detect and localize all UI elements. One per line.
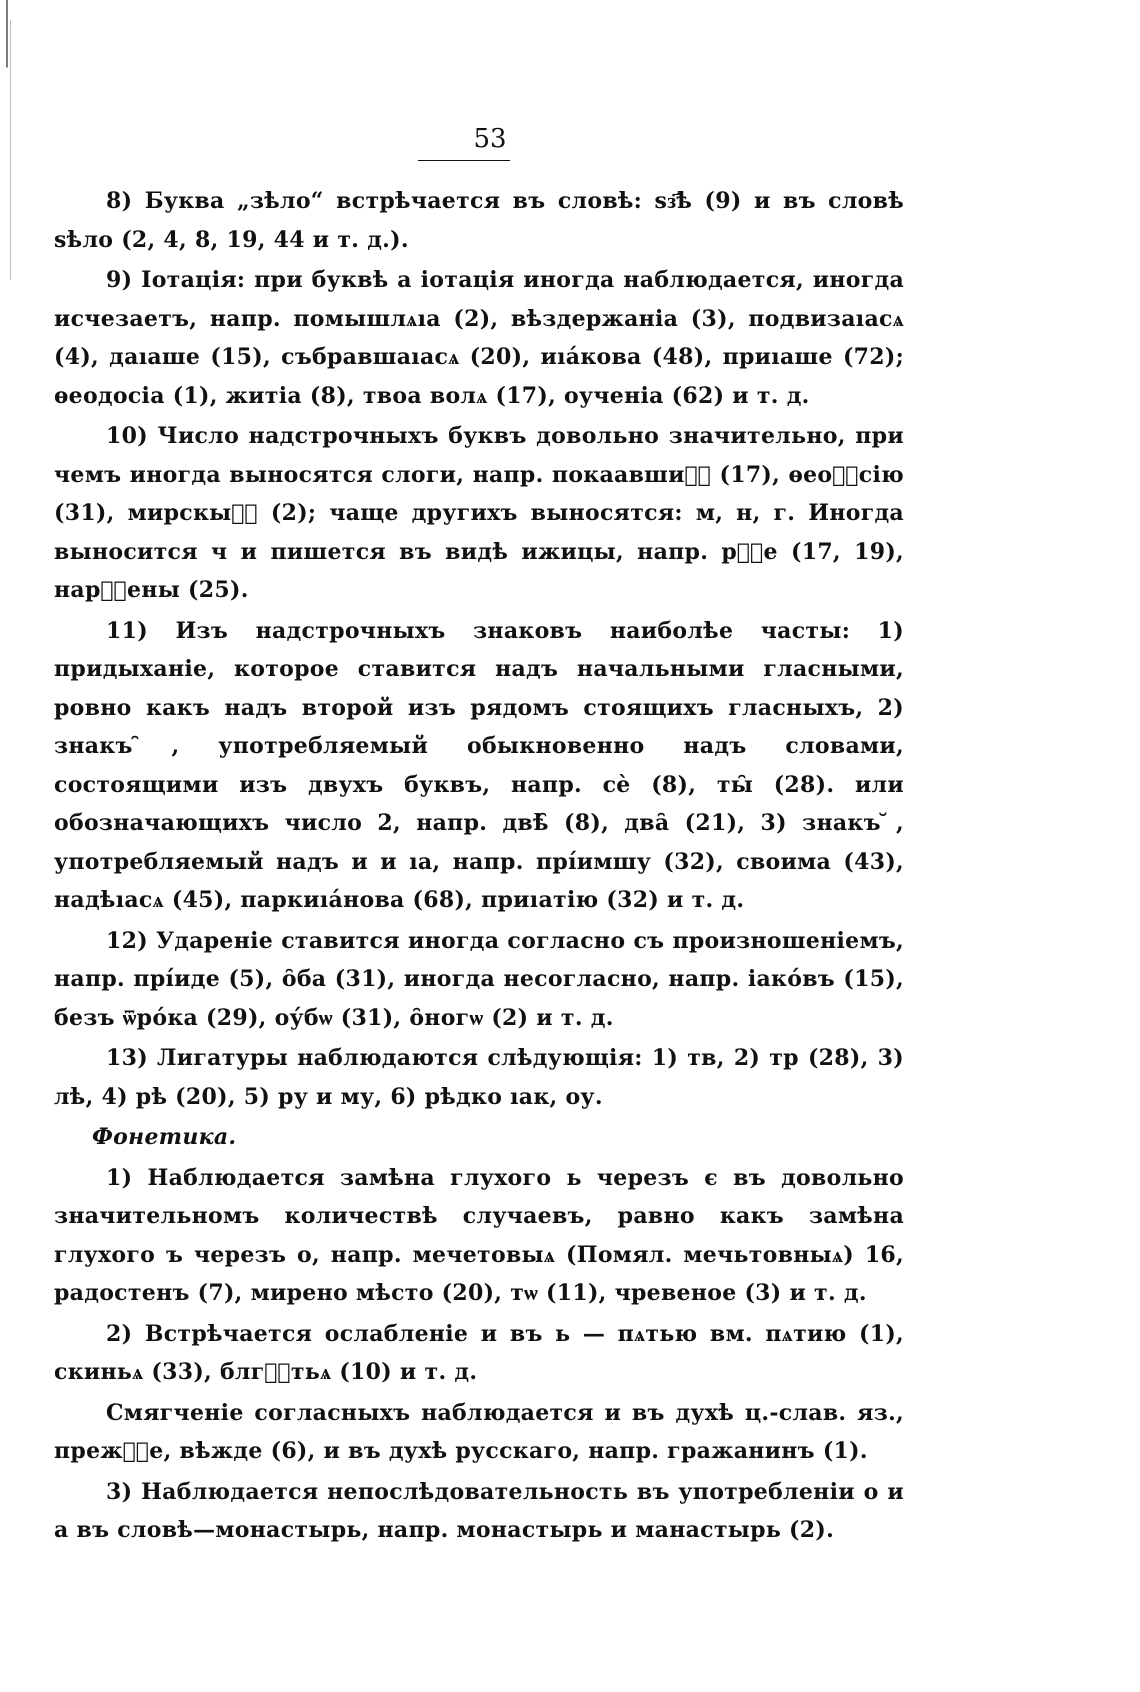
scan-edge-line	[6, 0, 8, 1692]
paragraph: 11) Изъ надстрочныхъ знаковъ наиболѣе часты: 1) придыханіе, которое ставится надъ начальными гласными, ровно какъ надъ второй изъ рядомъ стоящихъ гласныхъ, 2) знакъ ̑, употребляемый обыкновенно надъ словами, состоящими изъ двухъ буквъ, напр. сѐ (8), ты̑ (28). или обозначающихъ число 2, напр. двѣ̑ (8), два̑ (21), 3) знакъ ̆, употребляемый надъ и и ıа, напр. прі́имшу (32), своима (43), надѣıасѧ (45), паркиıа́нова (68), приıатію (32) и т. д.	[54, 617, 904, 913]
paragraph: 13) Лигатуры наблюдаются слѣдующія: 1) тв, 2) тр (28), 3) лѣ, 4) рѣ (20), 5) ру и му, 6) рѣдко ıак, оу.	[54, 1045, 904, 1110]
paragraph: Смягченіе согласныхъ наблюдается и въ духѣ ц.-слав. яз., прежⷣ҇е, вѣжде (6), и въ духѣ русскаго, напр. гражанинъ (1).	[54, 1399, 904, 1464]
page-number: 53	[473, 124, 507, 154]
paragraph: 2) Встрѣчается ослабленіе и въ ь — пѧтью вм. пѧтию (1), скиньѧ (33), блгⷭ҇тьѧ (10) и т. д.	[54, 1320, 904, 1385]
paragraph: 1) Наблюдается замѣна глухого ь черезъ є въ довольно значительномъ количествѣ случаевъ, равно какъ замѣна глухого ъ черезъ о, напр. мечетовыѧ (Помял. мечьтовныѧ) 16, радостенъ (7), мирено мѣсто (20), тѡ (11), чревеное (3) и т. д.	[54, 1164, 904, 1306]
paragraph: 12) Удареніе ставится иногда согласно съ произношеніемъ, напр. прі́иде (5), о̑ба (31), иногда несогласно, напр. іако́въ (15), безъ ѿро́ка (29), оу́бѡ (31), о̑ногѡ (2) и т. д.	[54, 927, 904, 1031]
text-body	[54, 182, 904, 1552]
paragraph: 8) Буква „зѣло“ встрѣчается въ словѣ: ѕз҃ѣ (9) и въ словѣ ѕѣло (2, 4, 8, 19, 44 и т. д.).	[54, 188, 904, 253]
section-heading: Фонетика.	[92, 1124, 237, 1150]
paragraph: 9) Іотація: при буквѣ а іотація иногда наблюдается, иногда исчезаетъ, напр. помышлѧıа (2), вѣздержаніа (3), подвизаıасѧ (4), даıаше (15), събравшаıасѧ (20), иıа́кова (48), приıаше (72); ѳеодосіа (1), житіа (8), твоа волѧ (17), оученіа (62) и т. д.	[54, 267, 904, 409]
paragraph: 10) Число надстрочныхъ буквъ довольно значительно, при чемъ иногда выносятся слоги, напр. покаавшиⷯ҇ (17), ѳеоⷭ҇сію (31), мирскыⷯ҇ (2); чаще другихъ выносятся: м, н, г. Иногда выносится ч и пишется въ видѣ ижицы, напр. рⷱ҇е (17, 19), нарⷱ҇ены (25).	[54, 423, 904, 603]
paragraph: 3) Наблюдается непослѣдовательность въ употребленіи о и а въ словѣ—монастырь, напр. монастырь и манастырь (2).	[54, 1478, 904, 1543]
page-number-rule	[418, 160, 510, 161]
